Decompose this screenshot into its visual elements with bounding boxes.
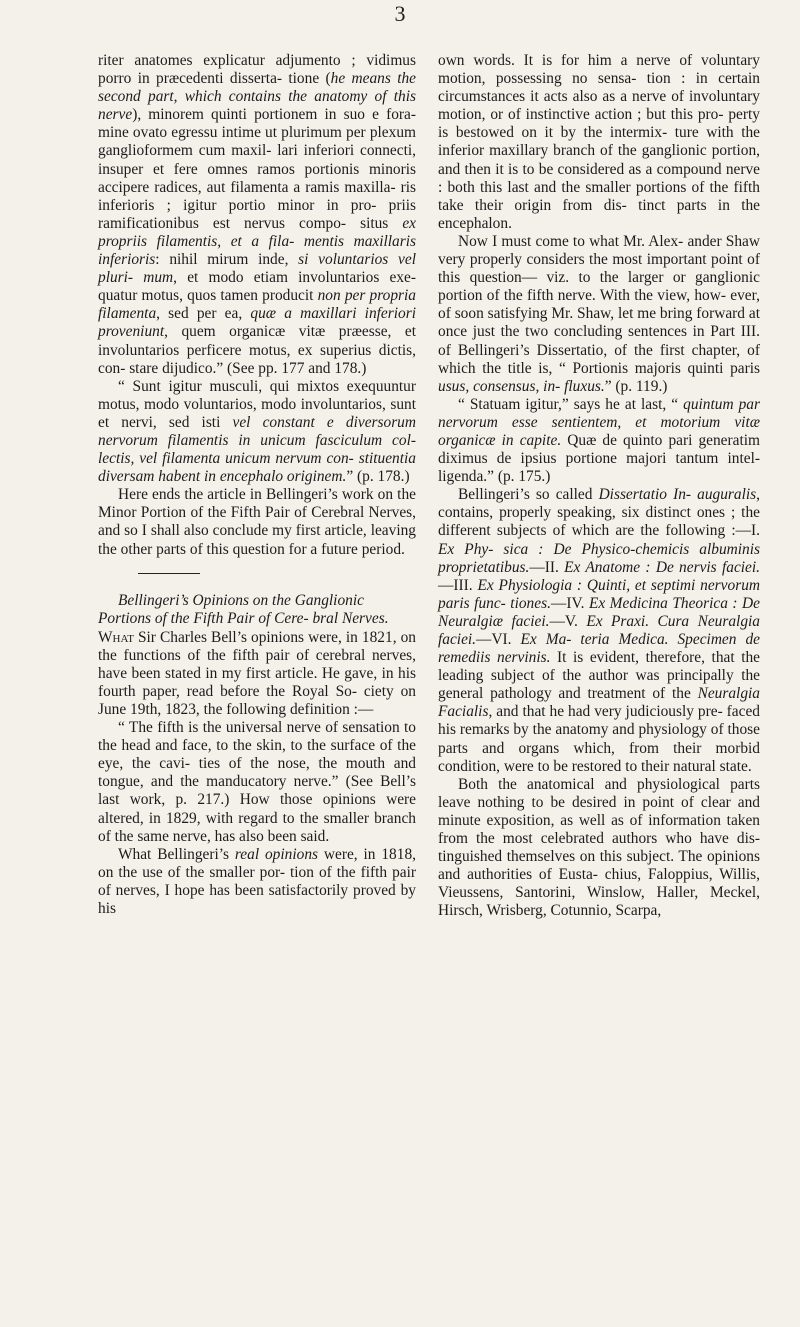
text-run: ” (p. 178.) xyxy=(346,468,410,486)
italic-run: Ex Physiologia : Quinti, et septimi nervorum paris func- tiones. xyxy=(438,576,760,612)
italic-run: quæ a maxillari inferiori proveniunt xyxy=(98,305,416,341)
text-run: were, in 1818, on the use of the smaller por- tion of the fifth pair of nerves, I hope has been satisfactorily proved by his xyxy=(98,845,416,918)
text-run: Now I must come to what Mr. Alex- ander Shaw very properly considers the most important point of this question— viz. to the larger or ganglionic portion of the fifth nerve. With the view, how- ever, of soon satisfying Mr. Shaw, let me bring forward at once just the two concluding sentences in Part III. of Bellingeri’s Dissertatio, of the first chapter, of which the title is, “ Portionis majoris quinti paris xyxy=(438,232,760,377)
text-run: —V. xyxy=(549,612,587,630)
right-paragraph-2 xyxy=(438,233,760,396)
text-run: It is evident, therefore, that the leading subject of the author was principally the general pathology and treatment of the xyxy=(438,649,760,703)
italic-run: real opinions xyxy=(234,845,319,863)
right-paragraph-4 xyxy=(438,486,760,776)
left-paragraph-3: Here ends the article in Bellingeri’s work on the Minor Portion of the Fifth Pair of Cerebral Nerves, and so I shall also conclude my first article, leaving the other parts of this question for a future period. xyxy=(98,486,416,558)
italic-run: Ex Medicina Theorica : De Neuralgiæ faciei. xyxy=(438,594,761,630)
text-run: , sed per ea, xyxy=(156,305,251,323)
right-paragraph-5: Both the anatomical and physiological parts leave nothing to be desired in point of clear and minute exposition, as well as of information taken from the most celebrated authors who have dis- tinguished themselves on this subject. The opinions and authorities of Eusta- chius, Faloppius, Willis, Vieussens, Santorini, Winslow, Haller, Meckel, Hirsch, Wrisberg, Cotunnio, Scarpa, xyxy=(438,775,760,920)
text-run: , et modo etiam involuntarios exe- quatur motus, quos tamen producit xyxy=(98,269,416,305)
text-run: Sir Charles Bell’s opinions were, in 1821, on the functions of the fifth pair of cerebral nerves, have been stated in my first article. He gave, in his fourth paper, read before the Royal So- ciety on June 19th, 1823, the following definition :— xyxy=(98,628,416,718)
text-run: , contains, properly speaking, six distinct ones ; the different subjects of which are the following :—I. xyxy=(438,486,760,540)
section-title: Bellingeri’s Opinions on the Ganglionic Portions of the Fifth Pair of Cere- bral Nerves. xyxy=(98,591,389,628)
text-run: ” (p. 119.) xyxy=(604,377,668,395)
section-divider xyxy=(138,573,200,574)
text-run: ), minorem quinti portionem in suo e fora- mine ovato egressu intime ut plurimum per plexum ganglioformem cum maxil- lari inferiori connecti, insuper et fere omnes ramos portionis minoris accipere radices, aut filamenta a ramis maxilla- ris inferioris ; igitur portio minor in pro- priis ramificationibus est nervus compo- situs xyxy=(98,106,416,232)
italic-run: vel constant e diversorum nervorum filamentis in unicum fasciculum col- lectis, vel filamenta unicum nervum con- stituentia diversam habent in encephalo originem. xyxy=(98,413,416,486)
left-paragraph-2 xyxy=(98,378,416,487)
left-column xyxy=(98,52,416,918)
left-paragraph-5: “ The fifth is the universal nerve of sensation to the head and face, to the skin, to the surface of the eye, the cavi- ties of the nose, the mouth and tongue, and the manducatory nerve.” (See Bell’s last work, p. 217.) How those opinions were altered, in 1829, with regard to the smaller branch of the same nerve, has also been said. xyxy=(98,719,416,845)
text-run: “ Statuam igitur,” says he at last, “ xyxy=(458,395,684,413)
italic-run: Ex Ma- teria Medica. Specimen de remediis nervinis. xyxy=(438,631,760,667)
italic-run: quintum par nervorum esse sentientem, et motorium vitæ organicæ in capite. xyxy=(438,395,760,449)
left-paragraph-6 xyxy=(98,846,416,918)
italic-run: Neuralgia Facialis xyxy=(438,685,760,721)
text-run: Bellingeri’s so called xyxy=(458,486,599,504)
right-paragraph-3 xyxy=(438,396,760,486)
text-run: What Bellingeri’s xyxy=(118,845,235,863)
text-run: : nihil mirum inde, xyxy=(155,251,299,269)
text-run: Quæ de quinto pari generatim diximus de ipsius portione majori tantum intel- ligenda.” (p. 175.) xyxy=(438,431,760,486)
text-run: , quem organicæ vitæ præesse, et involuntarios perficere motus, ex superius dictis, con- stare dijudico.” (See pp. 177 and 178.) xyxy=(98,323,416,377)
italic-run: si voluntarios vel pluri- mum xyxy=(98,251,416,287)
right-paragraph-1: own words. It is for him a nerve of voluntary motion, possessing no sensa- tion : in certain circumstances it acts also as a nerve of involuntary motion, or of instinctive action ; but this pro- perty is bestowed on it by the intermix- ture with the inferior maxillary branch of the ganglionic portion, and then it is to be considered as a compound nerve : both this last and the smaller portions of the fifth take their origin from dis- tinct parts in the encephalon. xyxy=(438,52,760,232)
italic-run: Ex Praxi. Cura Neuralgia faciei. xyxy=(438,612,761,648)
right-column xyxy=(438,52,760,921)
left-paragraph-4 xyxy=(98,629,416,719)
text-run: riter anatomes explicatur adjumento ; vidimus porro in præcedenti disserta- tione ( xyxy=(98,52,416,88)
left-paragraph-1 xyxy=(98,52,416,378)
text-run: —VI. xyxy=(476,631,521,648)
text-run: “ Sunt igitur musculi, qui mixtos exequuntur motus, modo voluntarios, modo involuntarios, sunt et nervi, sed isti xyxy=(98,377,416,431)
italic-run: Dissertatio In- auguralis xyxy=(598,486,757,504)
lead-word: What xyxy=(98,628,134,646)
text-run: —II. xyxy=(529,558,565,576)
italic-run: Ex Phy- sica : De Physico-chemicis albuminis proprietatibus. xyxy=(438,540,760,576)
italic-run: he means the second part, which contains the anatomy of this nerve xyxy=(98,70,416,124)
text-run: , and that he had very judiciously pre- faced his remarks by the anatomy and physiology of those parts and organs which, from their morbid condition, were to be restored to their natural state. xyxy=(438,703,760,775)
italic-run: Ex Anatome : De nervis faciei. xyxy=(564,558,761,576)
italic-run: non per propria filamenta xyxy=(98,287,416,323)
page-number: 3 xyxy=(394,1,406,26)
italic-run: usus, consensus, in- fluxus. xyxy=(438,377,605,395)
text-run: —III. xyxy=(438,576,478,594)
italic-run: ex propriis filamentis, et a fila- mentis maxillaris inferioris xyxy=(98,214,416,269)
text-run: —IV. xyxy=(550,594,589,612)
